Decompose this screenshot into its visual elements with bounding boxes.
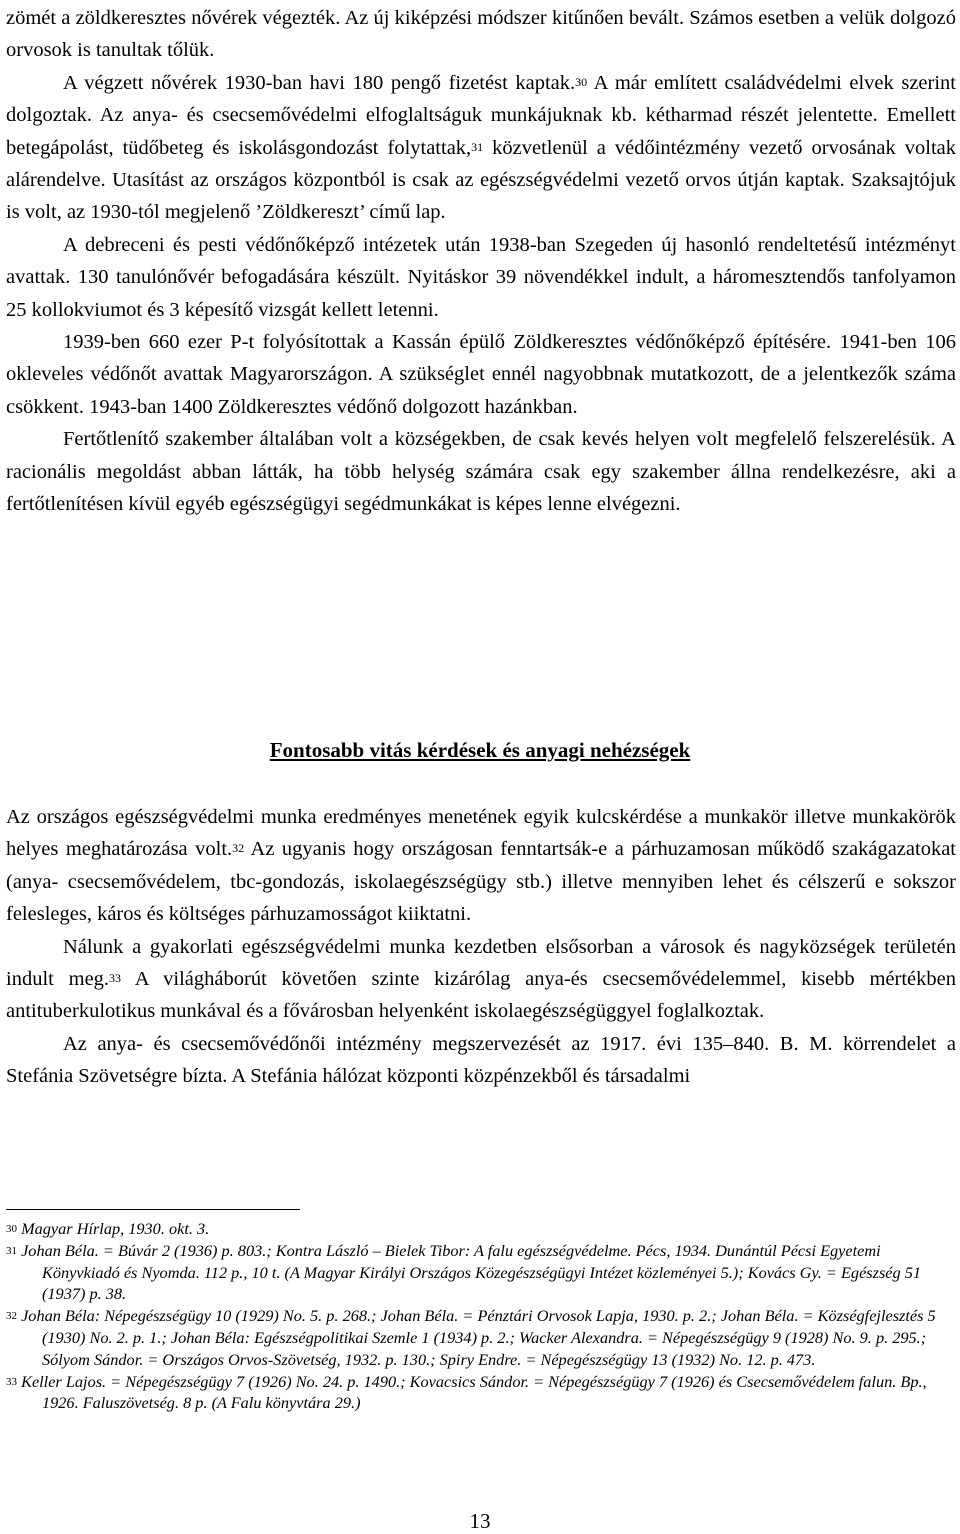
text-run: közvetlenül a védőintézmény vezető orvosának voltak alárendelve. Utasítást az országos központból is csak az egészségvédelmi vezető orvos útján kaptak. Szaksajtójuk is volt, az 1930-tól megjelenő ’Zöldkereszt’ című lap. xyxy=(6,136,956,224)
paragraph xyxy=(6,1028,956,1093)
text-run: A világháborút követően szinte kizárólag anya-és csecsemővédelemmel, kisebb mértékben antituberkulotikus munkával és a fővárosban helyenként iskolaegészségüggyel foglalkoztak. xyxy=(6,968,956,1023)
footnote-number: 33 xyxy=(6,1375,17,1388)
footnote-number: 32 xyxy=(6,1310,17,1323)
paragraph xyxy=(6,67,956,229)
text-run: Az ugyanis hogy országosan fenntartsák-e a párhuzamosan működő szakágazatokat (anya- csecsemővédelem, tbc-gondozás, iskolaegészségügy stb.) illetve mennyiben lehet és célszerű e sokszor felesleges, káros és költséges párhuzamosságot kiiktatni. xyxy=(6,838,956,926)
footnote-text: Magyar Hírlap, 1930. okt. 3. xyxy=(21,1219,210,1238)
paragraph xyxy=(6,326,956,423)
footnote xyxy=(6,1218,956,1240)
section-heading: Fontosabb vitás kérdések és anyagi nehézségek xyxy=(269,738,691,762)
paragraph xyxy=(6,931,956,1028)
footnote xyxy=(6,1240,956,1305)
text-run: 1939-ben 660 ezer P-t folyósítottak a Kassán épülő Zöldkeresztes védőnőképző építésére. 1941-ben 106 okleveles védőnőt avattak Magyarországon. A szükséglet ennél nagyobbnak mutatkozott, de a jelentkezők száma csökkent. 1943-ban 1400 Zöldkeresztes védőnő dolgozott hazánkban. xyxy=(6,331,956,418)
text-run: A végzett nővérek 1930-ban havi 180 pengő fizetést kaptak. xyxy=(63,71,576,94)
footnote-reference: 33 xyxy=(109,971,122,986)
footnote-text: Keller Lajos. = Népegészségügy 7 (1926) No. 24. p. 1490.; Kovacsics Sándor. = Népegészségügy 7 (1926) és Csecsemővédelem falun. Bp., 1926. Faluszövetség. 8 p. (A Falu könyvtára 29.) xyxy=(21,1371,927,1413)
text-run: A már említett családvédelmi elvek szerint dolgoztak. Az anya- és csecsemővédelmi elfoglaltságuk munkájuknak kb. kétharmad részét jelentette. Emellett betegápolást, tüdőbeteg és iskolásgondozást folytattak, xyxy=(6,71,956,159)
paragraph xyxy=(6,2,956,67)
footnote-number: 30 xyxy=(6,1223,17,1235)
footnote-reference: 31 xyxy=(471,139,484,154)
footnote xyxy=(6,1305,956,1370)
paragraph xyxy=(6,229,956,326)
footnote-number: 31 xyxy=(6,1244,17,1257)
text-run: Fertőtlenítő szakember általában volt a községekben, de csak kevés helyen volt megfelelő felszerelésük. A racionális megoldást abban látták, ha több helység számára csak egy szakember állna rendelkezésre, aki a fertőtlenítésen kívül egyéb egészségügyi segédmunkákat is képes lenne elvégezni. xyxy=(6,428,956,516)
page-number: 13 xyxy=(469,1509,491,1533)
footnote-reference: 30 xyxy=(575,74,588,89)
body-text-bottom xyxy=(6,801,956,1093)
body-text-top xyxy=(6,2,956,521)
paragraph xyxy=(6,423,956,520)
footnote-text: Johan Béla: Népegészségügy 10 (1929) No. 5. p. 268.; Johan Béla. = Pénztári Orvosok Lapja, 1930. p. 2.; Johan Béla. = Községfejlesztés 5 (1930) No. 2. p. 1.; Johan Béla: Egészségpolitikai Szemle 1 (1934) p. 2.; Wacker Alexandra. = Népegészségügy 9 (1928) No. 9. p. 295.; Sólyom Sándor. = Országos Orvos-Szövetség, 1932. p. 130.; Spiry Endre. = Népegészségügy 13 (1932) No. 12. p. 473. xyxy=(21,1306,936,1369)
text-run: zömét a zöldkeresztes nővérek végezték. Az új kiképzési módszer kitűnően bevált. Számos esetben a velük dolgozó orvosok is tanultak tőlük. xyxy=(6,7,956,62)
text-run: Az anya- és csecsemővédőnői intézmény megszervezését az 1917. évi 135–840. B. M. körrendelet a Stefánia Szövetségre bízta. A Stefánia hálózat központi közpénzekből és társadalmi xyxy=(6,1032,956,1088)
text-run: Nálunk a gyakorlati egészségvédelmi munka kezdetben elsősorban a városok és nagyközségek területén indult meg. xyxy=(6,935,956,991)
footnote xyxy=(6,1371,956,1415)
footnote-reference: 32 xyxy=(232,841,245,856)
footnote-separator xyxy=(6,1209,300,1210)
text-run: Az országos egészségvédelmi munka eredményes menetének egyik kulcskérdése a munkakör illetve munkakörök helyes meghatározása volt. xyxy=(6,806,956,861)
footnote-text: Johan Béla. = Búvár 2 (1936) p. 803.; Kontra László – Bielek Tibor: A falu egészségvédelme. Pécs, 1934. Dunántúl Pécsi Egyetemi Könyvkiadó és Nyomda. 112 p., 10 t. (A Magyar Királyi Országos Közegészségügyi Intézet közleményei 5.); Kovács Gy. = Egészség 51 (1937) p. 38. xyxy=(21,1240,922,1304)
footnotes xyxy=(6,1218,956,1414)
text-run: A debreceni és pesti védőnőképző intézetek után 1938-ban Szegeden új hasonló rendeltetésű intézményt avattak. 130 tanulónővér befogadására készült. Nyitáskor 39 növendékkel indult, a háromesztendős tanfolyamon 25 kollokviumot és 3 képesítő vizsgát kellett letenni. xyxy=(6,233,956,321)
paragraph xyxy=(6,801,956,931)
